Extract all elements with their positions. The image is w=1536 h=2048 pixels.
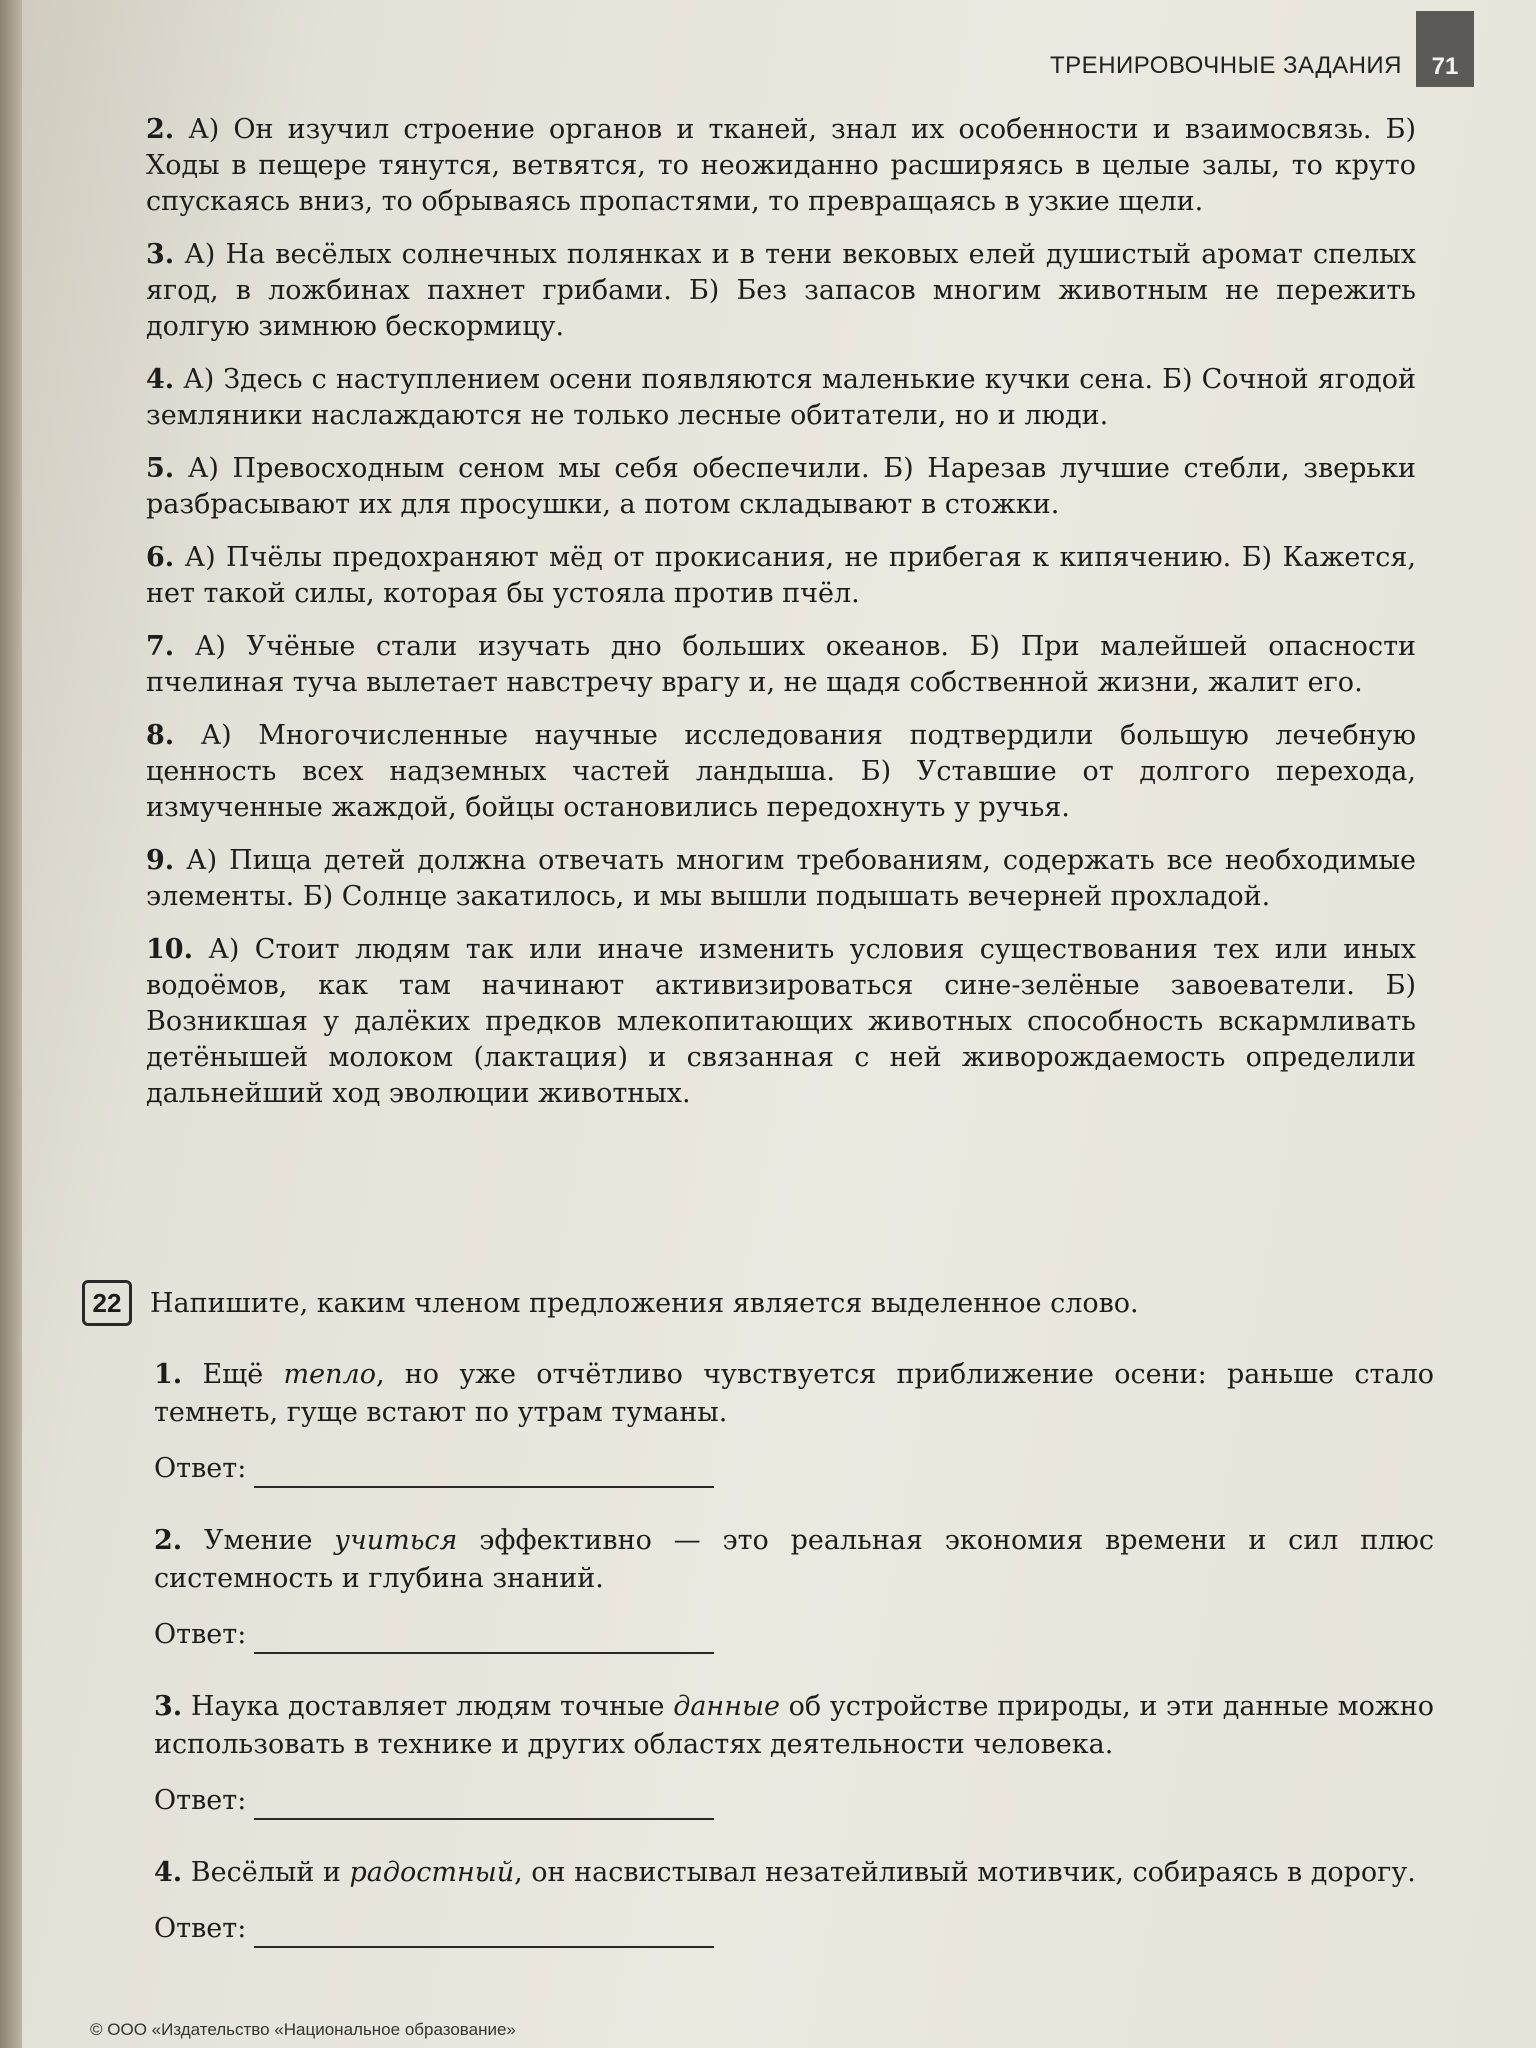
page-binding-edge xyxy=(0,0,22,2048)
item-number: 5. xyxy=(146,453,175,484)
highlighted-word: данные xyxy=(673,1691,780,1722)
item-number: 8. xyxy=(146,720,175,751)
question-text-part: об устройстве природы, и эти данные можно использовать в технике и других областях деятельности человека. xyxy=(154,1691,1434,1760)
item-text: А) Пища детей должна отвечать многим требованиям, содержать все необходимые элементы. Б) Солнце закатилось, и мы вышли подышать вечерней прохладой. xyxy=(146,845,1416,912)
list-item xyxy=(146,237,1416,345)
item-number: 10. xyxy=(146,934,193,965)
item-number: 9. xyxy=(146,845,175,876)
question-text xyxy=(154,1688,1434,1764)
list-item xyxy=(146,629,1416,701)
item-number: 2. xyxy=(146,114,175,145)
question xyxy=(154,1688,1434,1820)
question-number: 4. xyxy=(154,1857,183,1888)
question-text-part: Умение xyxy=(204,1525,335,1556)
item-text: А) Здесь с наступлением осени появляются маленькие кучки сена. Б) Сочной ягодой земляники наслаждаются не только лесные обитатели, но и люди. xyxy=(146,364,1417,431)
question-text-part: эффективно — это реальная экономия времени и сил плюс системность и глубина знаний. xyxy=(154,1525,1434,1594)
item-number: 6. xyxy=(146,542,175,573)
question-text-part: Весёлый и xyxy=(190,1857,350,1888)
highlighted-word: учиться xyxy=(334,1525,458,1556)
answer-row xyxy=(154,1450,1434,1488)
page-header xyxy=(1050,44,1474,88)
question-text-part: , но уже отчётливо чувствуется приближение осени: раньше стало темнеть, гуще встают по утрам туманы. xyxy=(154,1359,1434,1428)
item-number: 4. xyxy=(146,364,175,395)
list-item xyxy=(146,843,1416,915)
item-number: 7. xyxy=(146,631,175,662)
publisher-copyright: © ООО «Издательство «Национальное образование» xyxy=(90,2020,516,2039)
question xyxy=(154,1854,1434,1948)
question-text-part: Ещё xyxy=(202,1359,284,1390)
list-item xyxy=(146,112,1416,220)
task-22-questions xyxy=(154,1356,1434,1982)
item-text: А) Учёные стали изучать дно больших океанов. Б) При малейшей опасности пчелиная туча вылетает навстречу врагу и, не щадя собственной жизни, жалит его. xyxy=(146,631,1416,698)
answer-field[interactable] xyxy=(254,1790,714,1820)
highlighted-word: радостный xyxy=(349,1857,515,1888)
question-text xyxy=(154,1356,1434,1432)
question-text-part: , он насвистывал незатейливый мотивчик, собираясь в дорогу. xyxy=(514,1857,1416,1888)
list-item xyxy=(146,718,1416,826)
answer-field[interactable] xyxy=(254,1624,714,1654)
question-number: 2. xyxy=(154,1525,183,1556)
question-number: 3. xyxy=(154,1691,183,1722)
answer-row xyxy=(154,1616,1434,1654)
question-number: 1. xyxy=(154,1359,183,1390)
answer-field[interactable] xyxy=(254,1458,714,1488)
task-22-heading xyxy=(82,1280,1422,1326)
highlighted-word: тепло xyxy=(283,1359,376,1390)
item-text: А) Стоит людям так или иначе изменить условия существования тех или иных водоёмов, как там начинают активизироваться сине-зелёные завоеватели. Б) Возникшая у далёких предков млекопитающих животных способность вскармливать детёнышей молоком (лактация) и связанная с ней живорождаемость определили дальнейший ход эволюции животных. xyxy=(146,934,1416,1109)
answer-label: Ответ: xyxy=(154,1785,247,1816)
section-title: ТРЕНИРОВОЧНЫЕ ЗАДАНИЯ xyxy=(1050,52,1402,79)
list-item xyxy=(146,451,1416,523)
page-number: 71 xyxy=(1416,11,1474,87)
item-text: А) Пчёлы предохраняют мёд от прокисания, не прибегая к кипячению. Б) Кажется, нет такой силы, которая бы устояла против пчёл. xyxy=(146,542,1417,609)
question-text xyxy=(154,1522,1434,1598)
list-item xyxy=(146,540,1416,612)
item-text: А) Он изучил строение органов и тканей, знал их особенности и взаимосвязь. Б) Ходы в пещере тянутся, ветвятся, то неожиданно расширяясь в целые залы, то круто спускаясь вниз, то обрываясь пропастями, то превращаясь в узкие щели. xyxy=(146,114,1416,217)
question xyxy=(154,1522,1434,1654)
question-text-part: Наука доставляет людям точные xyxy=(190,1691,674,1722)
item-number: 3. xyxy=(146,239,175,270)
task-number-badge: 22 xyxy=(82,1280,132,1326)
answer-label: Ответ: xyxy=(154,1453,247,1484)
item-text: А) На весёлых солнечных полянках и в тени вековых елей душистый аромат спелых ягод, в ложбинах пахнет грибами. Б) Без запасов многим животным не пережить долгую зимнюю бескормицу. xyxy=(146,239,1416,342)
exercise-list xyxy=(146,112,1416,1129)
list-item xyxy=(146,932,1416,1112)
item-text: А) Многочисленные научные исследования подтвердили большую лечебную ценность всех надземных частей ландыша. Б) Уставшие от долгого перехода, измученные жаждой, бойцы остановились передохнуть у ручья. xyxy=(146,720,1416,823)
list-item xyxy=(146,362,1416,434)
answer-label: Ответ: xyxy=(154,1619,247,1650)
answer-row xyxy=(154,1910,1434,1948)
question xyxy=(154,1356,1434,1488)
question-text xyxy=(154,1854,1434,1892)
task-instruction: Напишите, каким членом предложения является выделенное слово. xyxy=(150,1287,1139,1319)
answer-row xyxy=(154,1782,1434,1820)
item-text: А) Превосходным сеном мы себя обеспечили. Б) Нарезав лучшие стебли, зверьки разбрасывают их для просушки, а потом складывают в стожки. xyxy=(146,453,1416,520)
answer-field[interactable] xyxy=(254,1918,714,1948)
answer-label: Ответ: xyxy=(154,1913,247,1944)
